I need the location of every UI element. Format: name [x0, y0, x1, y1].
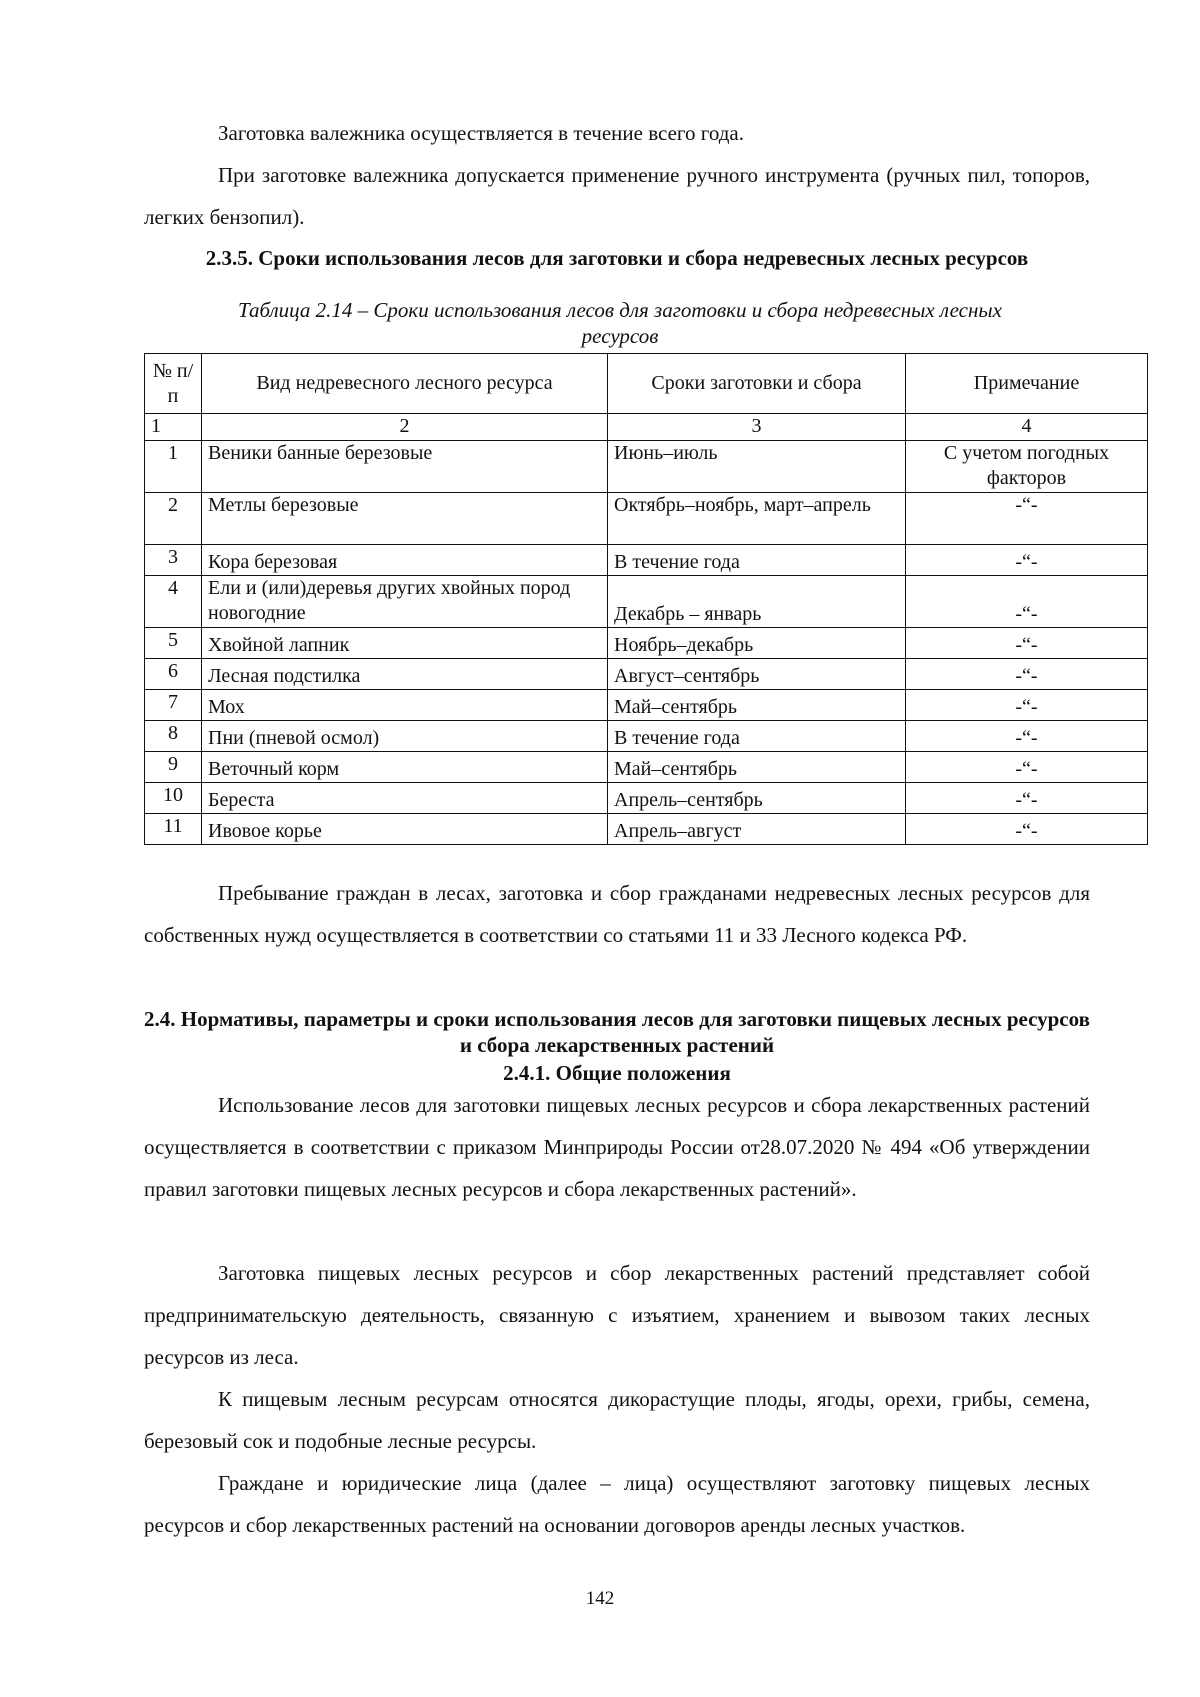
resources-table [144, 353, 1148, 845]
row-number: 1 [145, 441, 202, 493]
row-number: 11 [145, 814, 202, 845]
section-2-4-paragraph-2: Заготовка пищевых лесных ресурсов и сбор лекарственных растений представляет собой предпринимательскую деятельность, связанную с изъятием, хранением и вывозом таких лесных ресурсов из леса. [144, 1261, 1090, 1369]
row-note: -“- [906, 493, 1148, 545]
row-resource: Хвойной лапник [202, 628, 608, 659]
row-note: -“- [906, 783, 1148, 814]
table-row [145, 721, 1148, 752]
row-number: 4 [145, 576, 202, 628]
row-period: Август–сентябрь [608, 659, 906, 690]
table-row [145, 814, 1148, 845]
row-number: 7 [145, 690, 202, 721]
row-note: С учетом погодных факторов [906, 441, 1148, 493]
table-row [145, 493, 1148, 545]
row-resource: Кора березовая [202, 545, 608, 576]
row-period: Май–сентябрь [608, 690, 906, 721]
row-number: 9 [145, 752, 202, 783]
header-number: № п/п [145, 354, 202, 414]
row-number: 5 [145, 628, 202, 659]
table-row [145, 690, 1148, 721]
page-number: 142 [585, 1588, 615, 1609]
table-row [145, 752, 1148, 783]
header-period: Сроки заготовки и сбора [608, 354, 906, 414]
table-row [145, 576, 1148, 628]
row-resource: Пни (пневой осмол) [202, 721, 608, 752]
table-row [145, 783, 1148, 814]
row-note: -“- [906, 752, 1148, 783]
table-row [145, 628, 1148, 659]
row-number: 2 [145, 493, 202, 545]
row-period: Апрель–сентябрь [608, 783, 906, 814]
colnum-3: 3 [608, 414, 906, 441]
row-note: -“- [906, 690, 1148, 721]
row-number: 8 [145, 721, 202, 752]
section-heading-2-3-5: 2.3.5. Сроки использования лесов для заготовки и сбора недревесных лесных ресурсов [205, 246, 1029, 270]
section-2-4-paragraph-3: К пищевым лесным ресурсам относятся дикорастущие плоды, ягоды, орехи, грибы, семена, березовый сок и подобные лесные ресурсы. [144, 1387, 1090, 1453]
table-header-row [145, 354, 1148, 414]
row-note: -“- [906, 721, 1148, 752]
table-colnum-row [145, 414, 1148, 441]
row-note: -“- [906, 814, 1148, 845]
row-resource: Лесная подстилка [202, 659, 608, 690]
colnum-4: 4 [906, 414, 1148, 441]
row-resource: Ели и (или)деревья других хвойных пород новогодние [202, 576, 608, 628]
intro-paragraph-2: При заготовке валежника допускается применение ручного инструмента (ручных пил, топоров, легких бензопил). [144, 163, 1090, 229]
colnum-1: 1 [145, 414, 202, 441]
section-2-4-paragraph-1: Использование лесов для заготовки пищевых лесных ресурсов и сбора лекарственных растений осуществляется в соответствии с приказом Минприроды России от28.07.2020 № 494 «Об утверждении правил заготовки пищевых лесных ресурсов и сбора лекарственных растений». [144, 1093, 1090, 1201]
row-period: В течение года [608, 721, 906, 752]
row-period: Май–сентябрь [608, 752, 906, 783]
row-resource: Метлы березовые [202, 493, 608, 545]
row-period: Июнь–июль [608, 441, 906, 493]
row-resource: Мох [202, 690, 608, 721]
header-note: Примечание [906, 354, 1148, 414]
section-heading-2-4: 2.4. Нормативы, параметры и сроки использования лесов для заготовки пищевых лесных ресурсов и сбора лекарственных растений [144, 1007, 1090, 1057]
row-period: Апрель–август [608, 814, 906, 845]
row-note: -“- [906, 628, 1148, 659]
table-row [145, 545, 1148, 576]
row-number: 3 [145, 545, 202, 576]
row-period: Октябрь–ноябрь, март–апрель [608, 493, 906, 545]
section-2-4-paragraph-4: Граждане и юридические лица (далее – лица) осуществляют заготовку пищевых лесных ресурсов и сбор лекарственных растений на основании договоров аренды лесных участков. [144, 1471, 1090, 1537]
row-resource: Веники банные березовые [202, 441, 608, 493]
after-table-paragraph: Пребывание граждан в лесах, заготовка и сбор гражданами недревесных лесных ресурсов для собственных нужд осуществляется в соответствии со статьями 11 и 33 Лесного кодекса РФ. [144, 881, 1090, 947]
table-row [145, 441, 1148, 493]
row-period: Декабрь – январь [608, 576, 906, 628]
row-period: Ноябрь–декабрь [608, 628, 906, 659]
row-number: 10 [145, 783, 202, 814]
row-period: В течение года [608, 545, 906, 576]
row-note: -“- [906, 576, 1148, 628]
row-resource: Веточный корм [202, 752, 608, 783]
colnum-2: 2 [202, 414, 608, 441]
table-row [145, 659, 1148, 690]
row-note: -“- [906, 659, 1148, 690]
table-caption: Таблица 2.14 – Сроки использования лесов для заготовки и сбора недревесных лесных ресурсов [238, 298, 1002, 348]
row-resource: Ивовое корье [202, 814, 608, 845]
header-resource: Вид недревесного лесного ресурса [202, 354, 608, 414]
subheading-2-4-1: 2.4.1. Общие положения [503, 1061, 731, 1085]
row-note: -“- [906, 545, 1148, 576]
row-resource: Береста [202, 783, 608, 814]
row-number: 6 [145, 659, 202, 690]
intro-paragraph-1: Заготовка валежника осуществляется в течение всего года. [218, 121, 744, 145]
